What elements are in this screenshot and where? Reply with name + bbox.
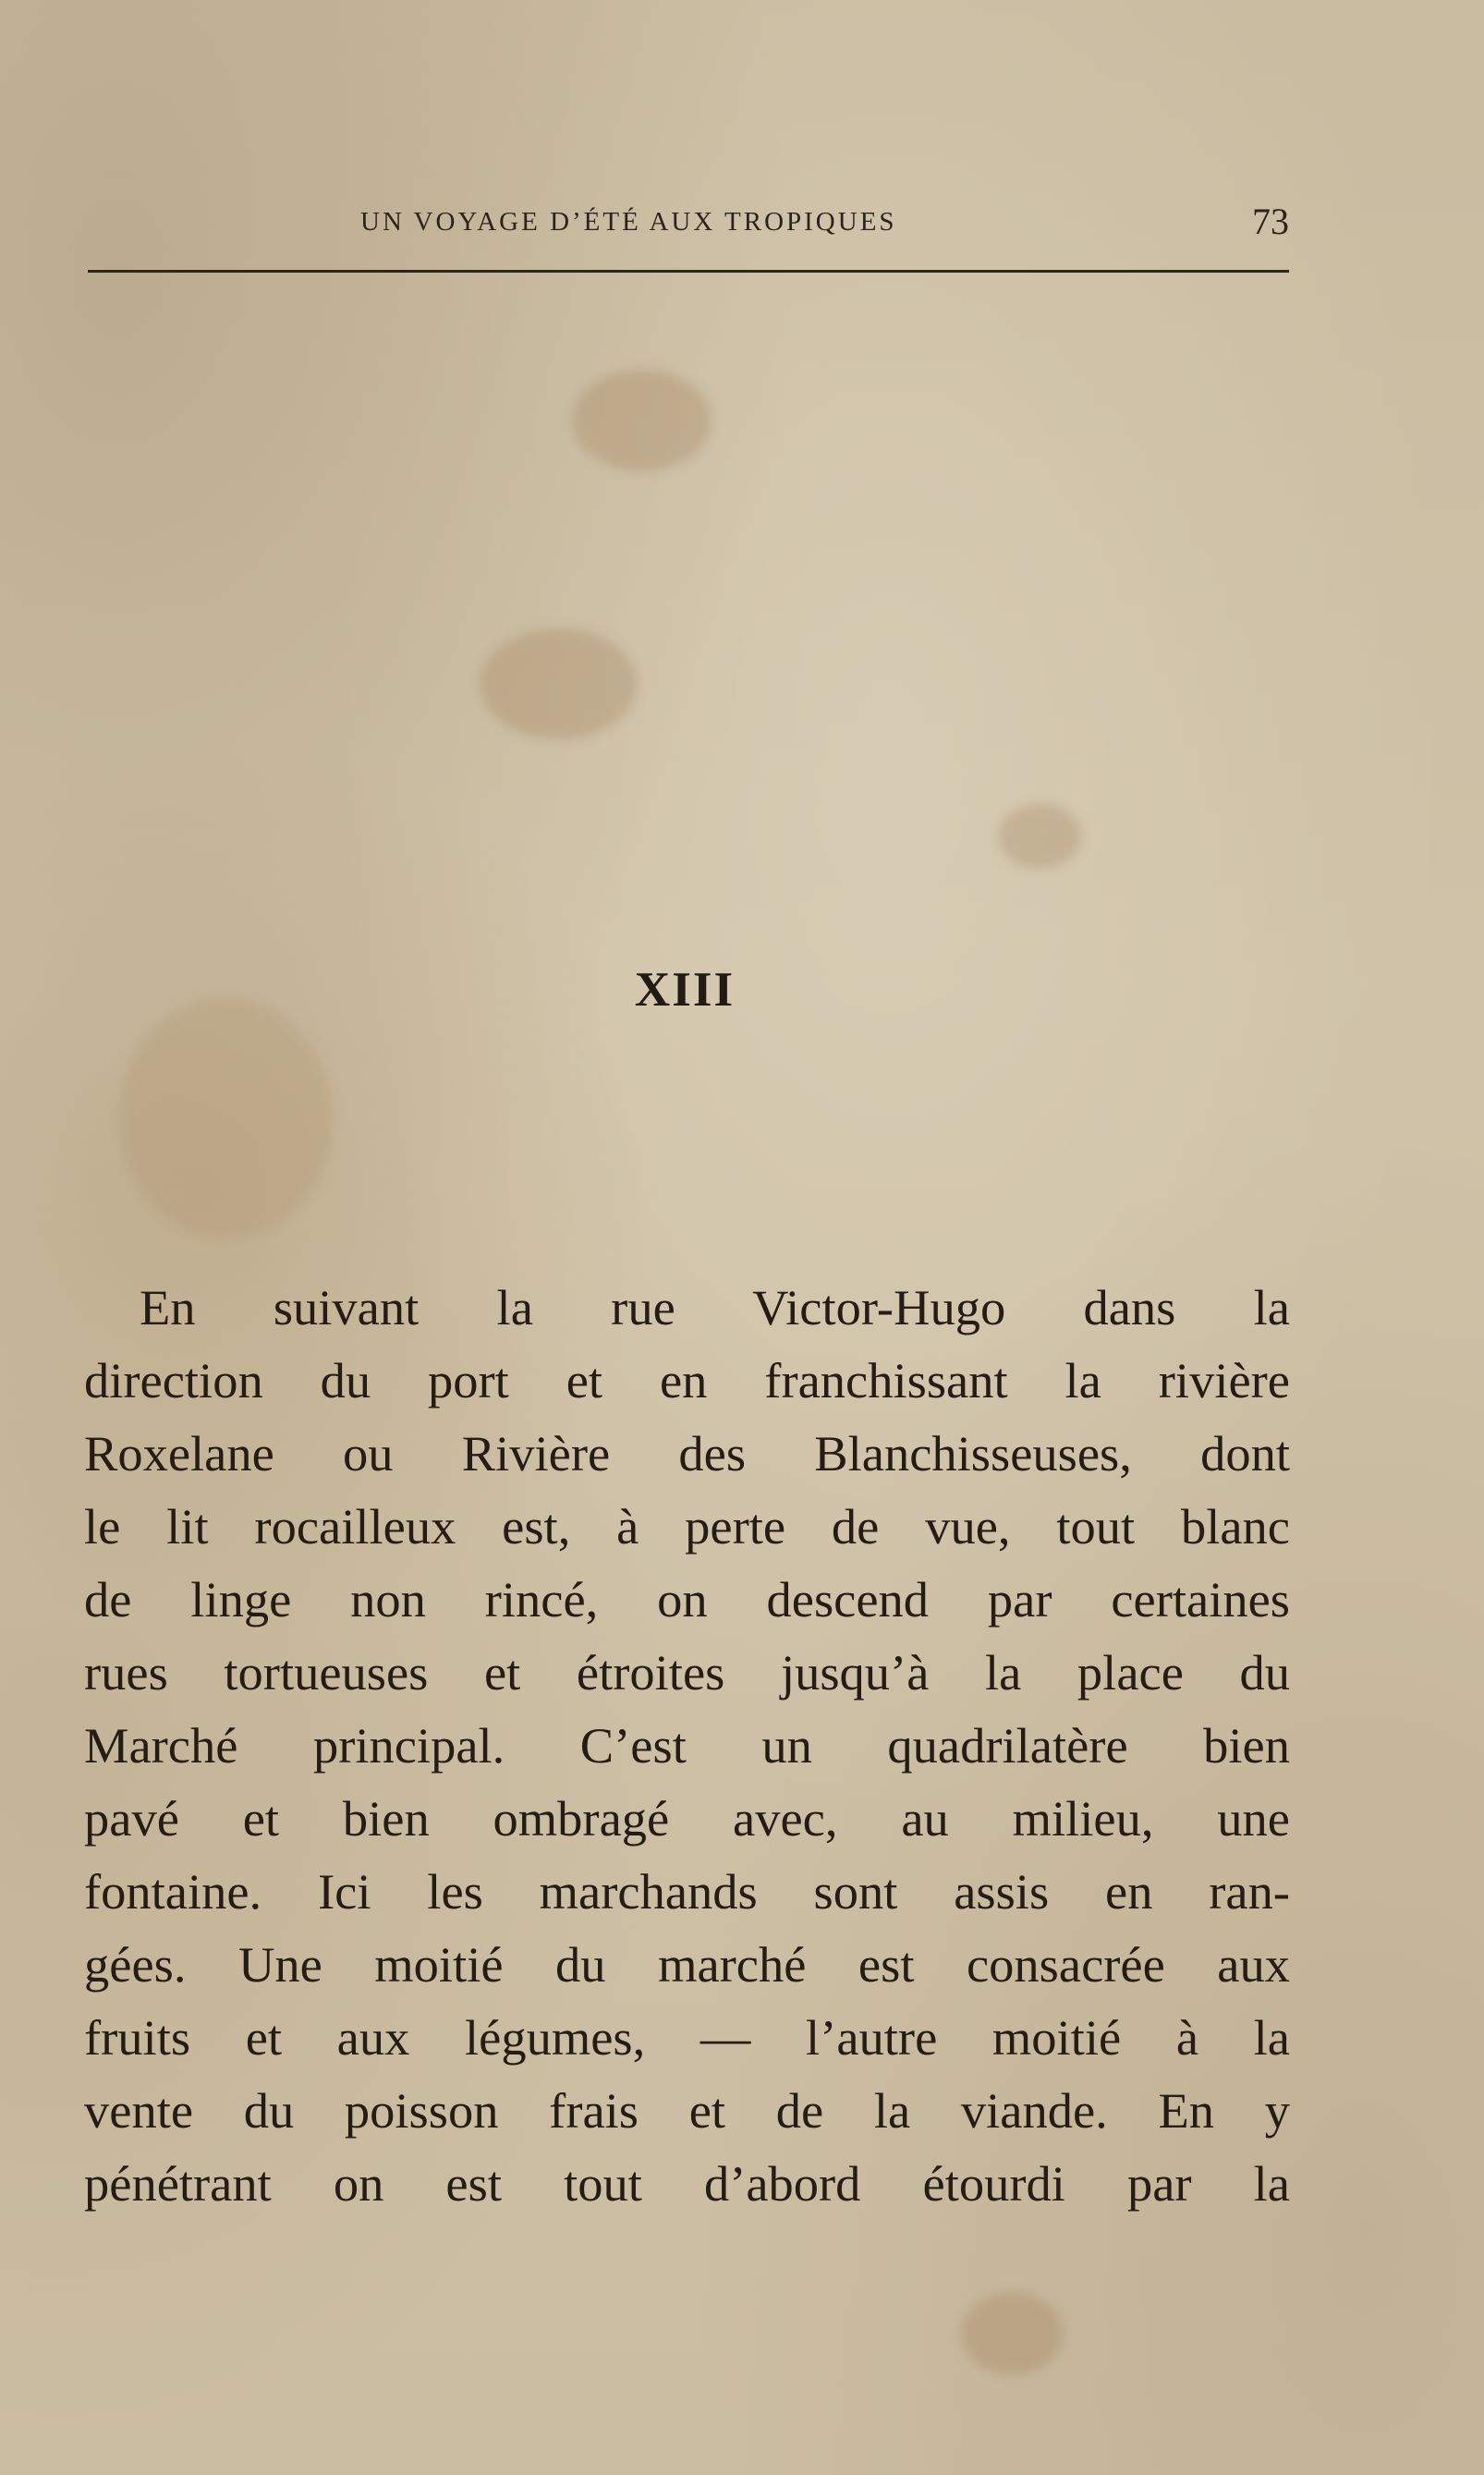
- chapter-number: XIII: [634, 962, 736, 1017]
- paper-stain: [573, 370, 712, 471]
- text-line: de linge non rincé, on descend par certaines: [84, 1571, 1290, 1628]
- text-line: vente du poisson frais et de la viande. En y: [84, 2082, 1290, 2139]
- page-number: 73: [1252, 201, 1289, 242]
- paper-stain: [998, 804, 1081, 869]
- text-line: pénétrant on est tout d’abord étourdi par la: [84, 2155, 1290, 2212]
- text-line: rues tortueuses et étroites jusqu’à la place du: [84, 1644, 1290, 1701]
- paper-stain: [120, 998, 333, 1238]
- text-line: fruits et aux légumes, — l’autre moitié à la: [84, 2009, 1290, 2066]
- text-line: pavé et bien ombragé avec, au milieu, une: [84, 1790, 1290, 1847]
- header-rule: [88, 270, 1289, 273]
- text-line: direction du port et en franchissant la rivière: [84, 1352, 1290, 1408]
- running-head-title: UN VOYAGE D’ÉTÉ AUX TROPIQUES: [360, 207, 897, 237]
- paper-stain: [961, 2292, 1063, 2375]
- body-paragraph: [84, 1271, 1290, 2220]
- text-line: fontaine. Ici les marchands sont assis en ran-: [84, 1863, 1290, 1920]
- text-line: le lit rocailleux est, à perte de vue, tout blanc: [84, 1498, 1290, 1554]
- text-line: Roxelane ou Rivière des Blanchisseuses, dont: [84, 1425, 1290, 1481]
- text-line: gées. Une moitié du marché est consacrée aux: [84, 1936, 1290, 1993]
- text-line: En suivant la rue Victor-Hugo dans la: [140, 1279, 1290, 1335]
- paper-stain: [480, 628, 638, 739]
- running-head: [88, 196, 1289, 251]
- text-line: Marché principal. C’est un quadrilatère bien: [84, 1717, 1290, 1774]
